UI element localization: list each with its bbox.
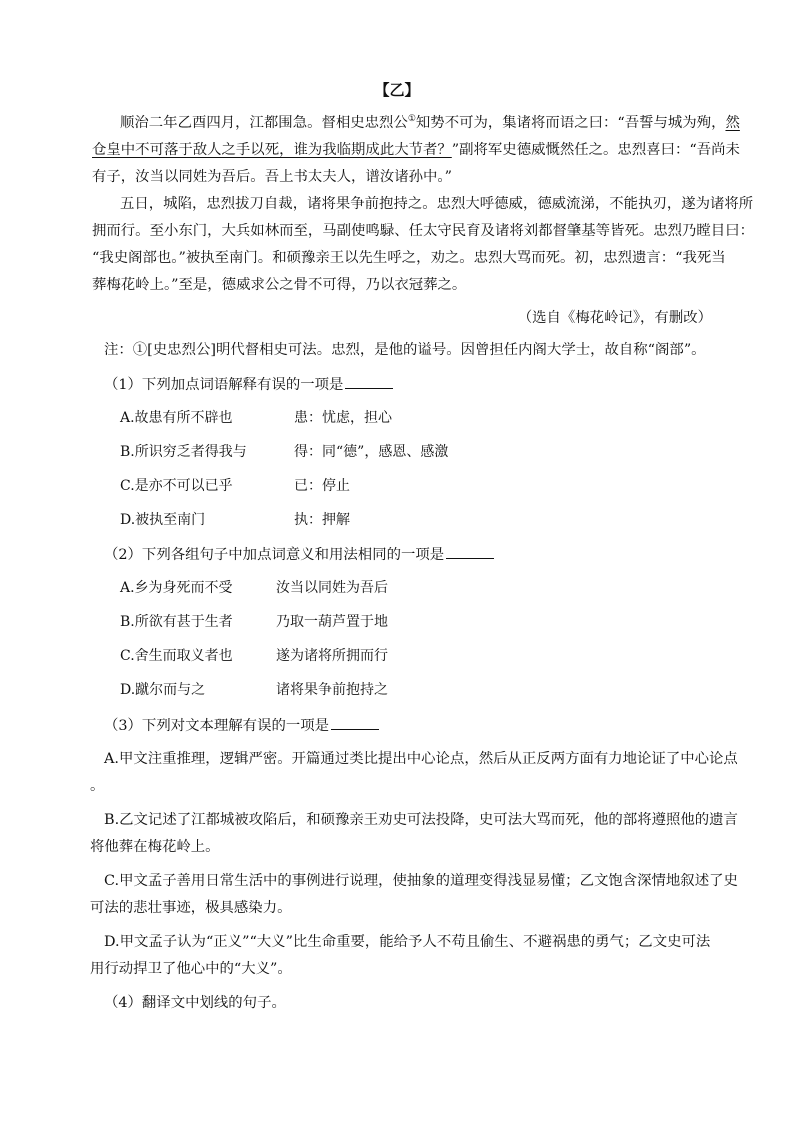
passage-p1-line2 bbox=[92, 140, 740, 160]
q3-option-a-line1: A.甲文注重推理，逻辑严密。开篇通过类比提出中心论点，然后从正反两方面有力地论证了中心论点 bbox=[104, 751, 738, 767]
q3-option-b-line2: 将他葬在梅花岭上。 bbox=[90, 839, 220, 855]
answer-blank[interactable] bbox=[345, 374, 393, 389]
answer-blank[interactable] bbox=[331, 715, 379, 730]
q3-option-b-line1: B.乙文记述了江都城被攻陷后，和硕豫亲王劝史可法投降，史可法大骂而死，他的部将遵照他的遗言 bbox=[104, 812, 738, 828]
q1-option-b-text: B.所识穷乏者得我与 bbox=[120, 444, 247, 460]
question-text: （1）下列加点词语解释有误的一项是 bbox=[104, 377, 344, 393]
q1-option-c-gloss: 已：停止 bbox=[294, 478, 350, 494]
q2-option-b-pair: 乃取一葫芦置于地 bbox=[276, 614, 388, 630]
q2-option-a-pair: 汝当以同姓为吾后 bbox=[276, 580, 388, 596]
answer-blank[interactable] bbox=[446, 544, 494, 559]
question-3-stem bbox=[104, 715, 379, 736]
passage-p2-line3: “我史阁部也。”被执至南门。和硕豫亲王以先生呼之，劝之。忠烈大骂而死。初，忠烈遗言：“我死当 bbox=[92, 250, 726, 266]
q1-option-d-gloss: 执：押解 bbox=[294, 512, 350, 528]
passage-p2-line4: 葬梅花岭上。”至是，德威求公之骨不可得，乃以衣冠葬之。 bbox=[92, 277, 467, 293]
source-citation: （选自《梅花岭记》，有删改） bbox=[517, 310, 712, 326]
passage-p2-line1: 五日，城陷，忠烈拔刀自裁，诸将果争前抱持之。忠烈大呼德威，德威流涕，不能执刃，遂为诸将所 bbox=[120, 196, 754, 212]
passage-text: 顺治二年乙酉四月，江都围急。督相史忠烈公 bbox=[120, 115, 408, 131]
q1-option-d-text: D.被执至南门 bbox=[120, 512, 206, 528]
q2-option-a-text: A.乡为身死而不受 bbox=[120, 580, 233, 596]
passage-p1-line3: 有子，汝当以同姓为吾后。吾上书太夫人，谱汝诸孙中。” bbox=[92, 169, 452, 185]
passage-text: ”副将军史德威慨然任之。忠烈喜曰：“吾尚未 bbox=[451, 142, 740, 158]
q3-option-c-line2: 可法的悲壮事迹，极具感染力。 bbox=[90, 900, 292, 916]
question-text: （2）下列各组句子中加点词意义和用法相同的一项是 bbox=[104, 547, 445, 563]
footnote: 注：①[史忠烈公]明代督相史可法。忠烈，是他的谥号。因曾担任内阁大学士，故自称“阁部”。 bbox=[104, 342, 706, 358]
q3-option-a-line2: 。 bbox=[90, 778, 105, 794]
q1-option-a-gloss: 患：忧虑，担心 bbox=[294, 410, 392, 426]
passage-p1-line1 bbox=[120, 113, 740, 133]
passage-text: 知势不可为，集诸将而语之曰：“吾誓与城为殉， bbox=[415, 115, 726, 131]
question-4-stem: （4）翻译文中划线的句子。 bbox=[104, 995, 286, 1011]
passage-p2-line2: 拥而行。至小东门，大兵如林而至，马副使鸣騄、任太守民育及诸将刘都督肇基等皆死。忠烈乃瞠目曰： bbox=[92, 223, 754, 239]
footnote-mark: ① bbox=[407, 114, 416, 125]
q2-option-d-pair: 诸将果争前抱持之 bbox=[276, 682, 388, 698]
underlined-sentence: 仓皇中不可落于敌人之手以死，谁为我临期成此大节者？ bbox=[92, 142, 452, 158]
q2-option-b-text: B.所欲有甚于生者 bbox=[120, 614, 233, 630]
question-text: （3）下列对文本理解有误的一项是 bbox=[104, 718, 330, 734]
q2-option-c-pair: 遂为诸将所拥而行 bbox=[276, 648, 388, 664]
q2-option-d-text: D.蹴尔而与之 bbox=[120, 682, 206, 698]
q1-option-a-text: A.故患有所不辟也 bbox=[120, 410, 233, 426]
q2-option-c-text: C.舍生而取义者也 bbox=[120, 648, 233, 664]
q3-option-d-line1: D.甲文孟子认为“正义”“大义”比生命重要，能给予人不苟且偷生、不避祸患的勇气；乙文史可法 bbox=[104, 934, 711, 950]
underlined-sentence: 然 bbox=[725, 115, 740, 131]
question-1-stem bbox=[104, 374, 393, 395]
q1-option-c-text: C.是亦不可以已乎 bbox=[120, 478, 233, 494]
section-title: 【乙】 bbox=[374, 81, 420, 99]
question-2-stem bbox=[104, 544, 494, 565]
q3-option-d-line2: 用行动捍卫了他心中的“大义”。 bbox=[90, 961, 292, 977]
q3-option-c-line1: C.甲文孟子善用日常生活中的事例进行说理，使抽象的道理变得浅显易懂；乙文饱含深情地叙述了史 bbox=[104, 873, 738, 889]
q1-option-b-gloss: 得：同“德”，感恩、感激 bbox=[294, 444, 449, 460]
